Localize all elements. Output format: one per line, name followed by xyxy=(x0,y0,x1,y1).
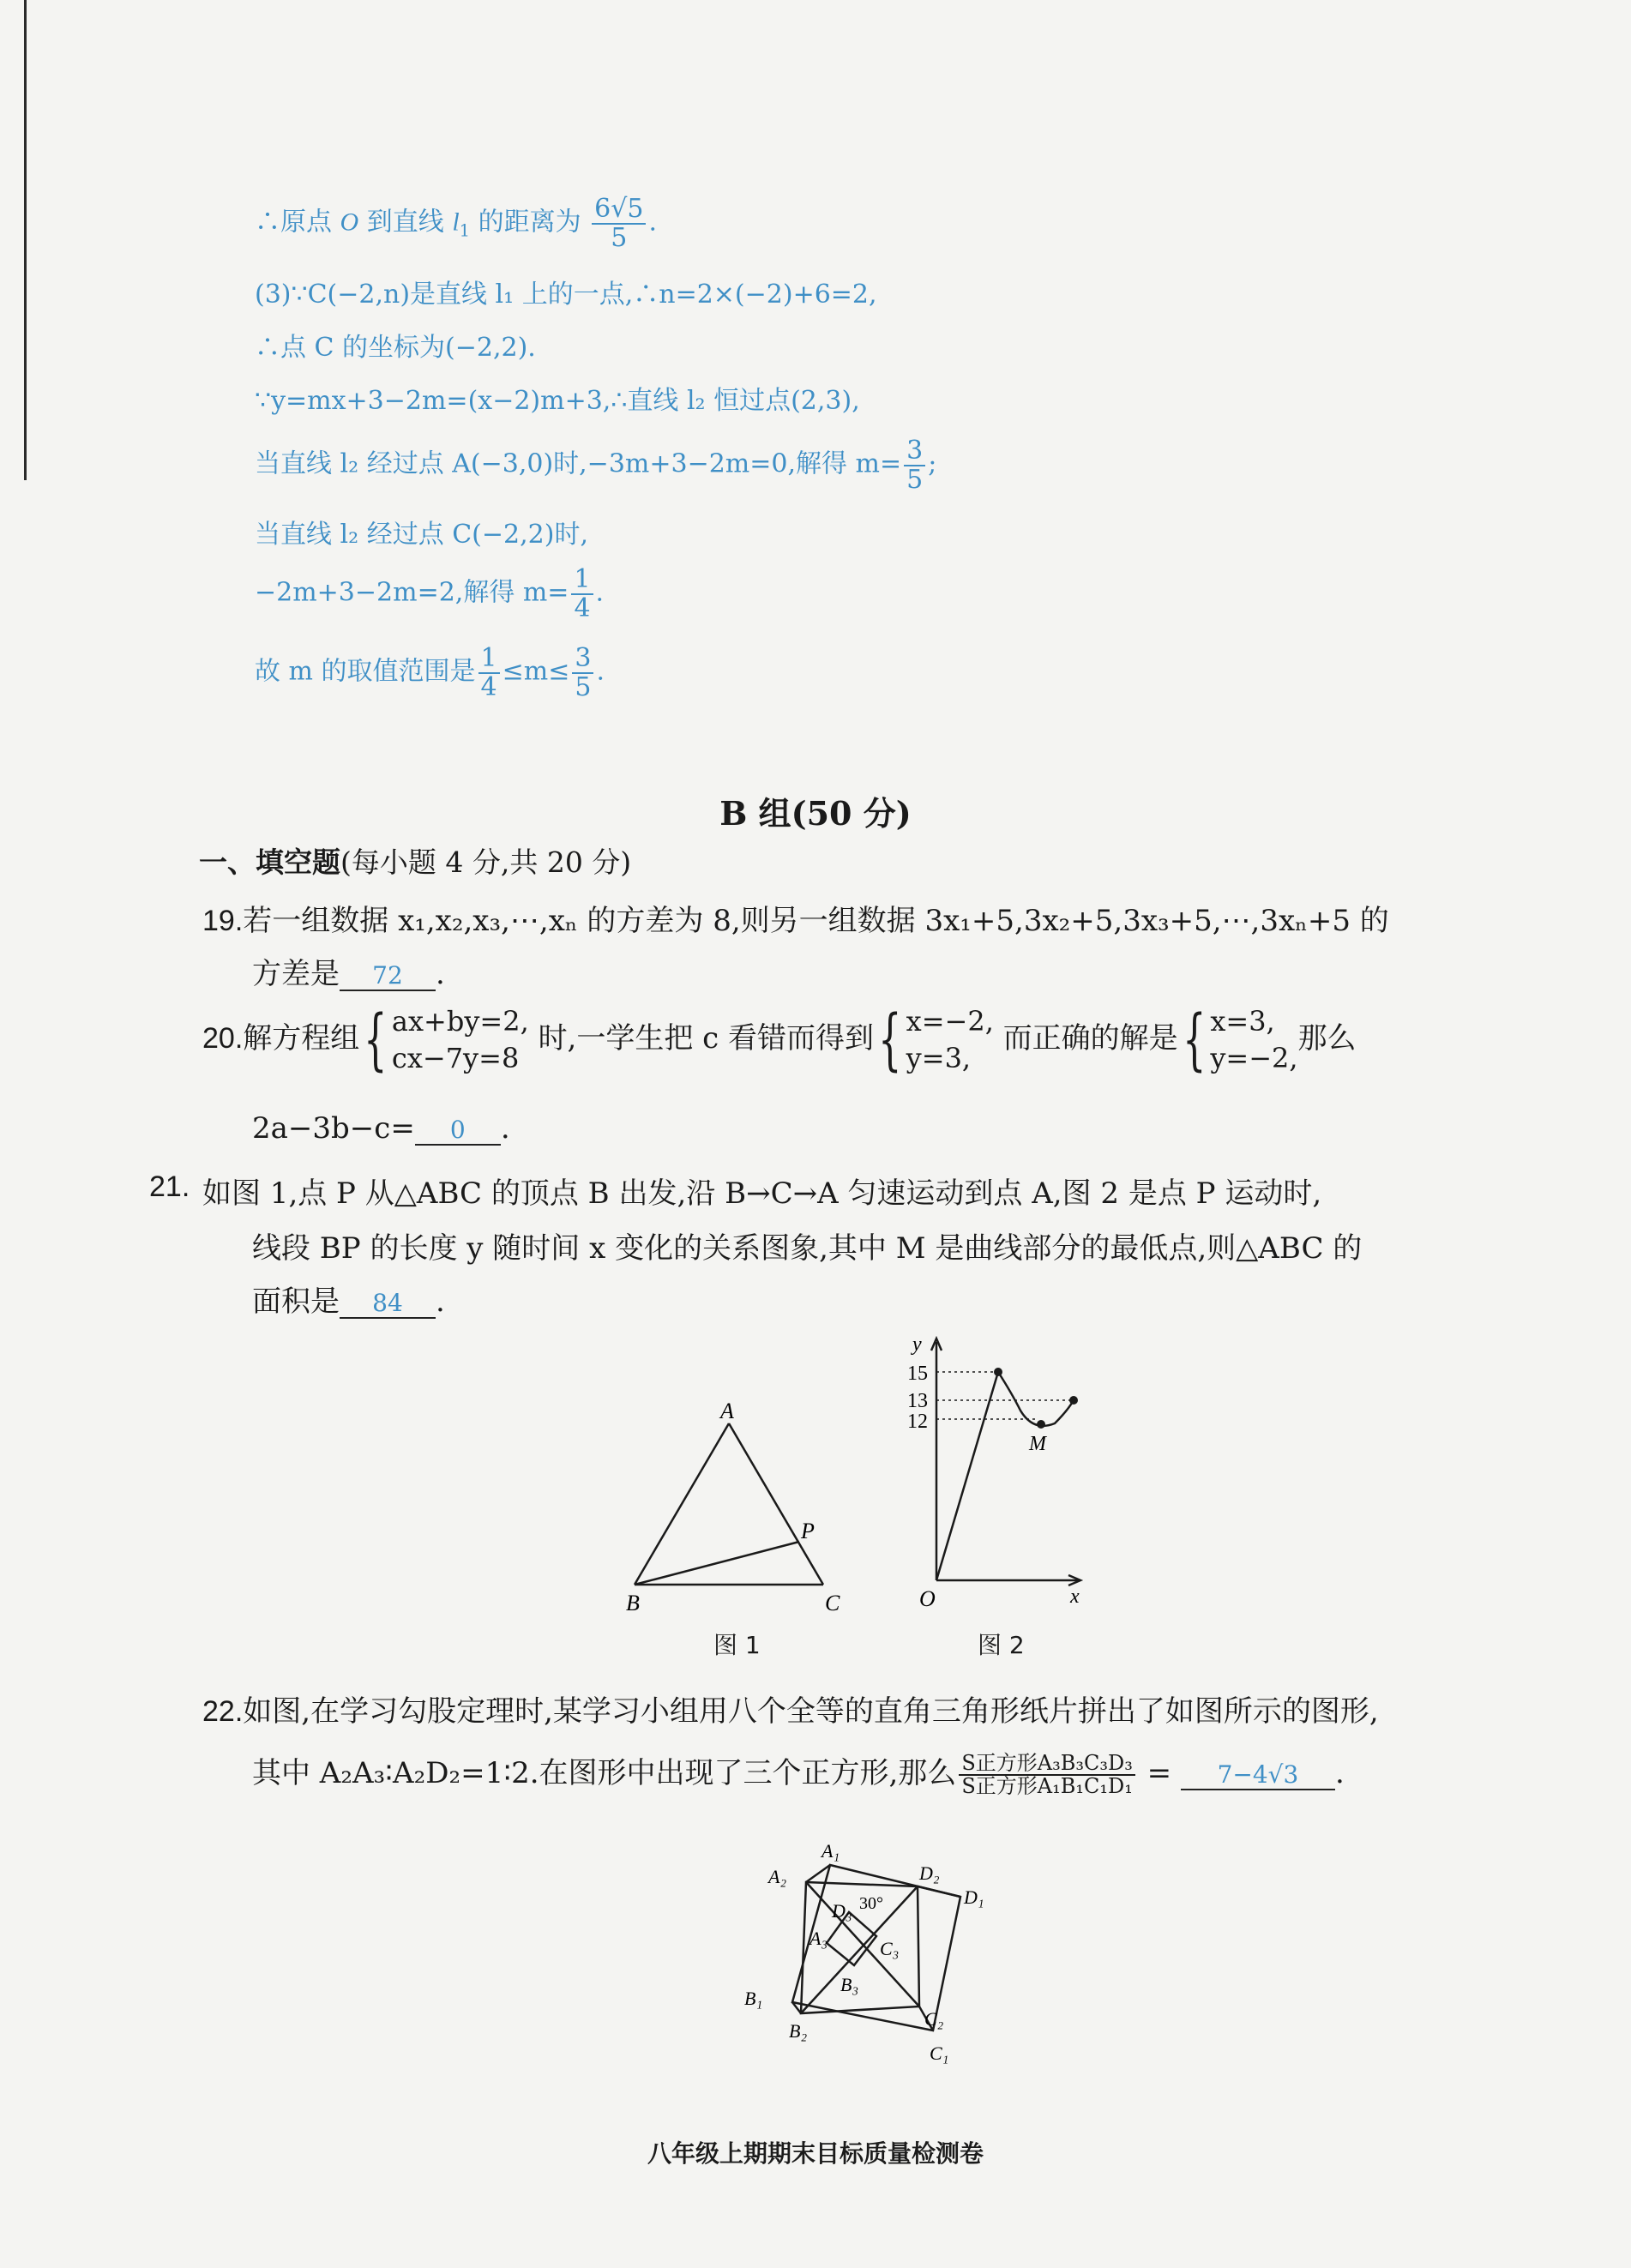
solution-line-6: 当直线 l₂ 经过点 C(−2,2)时, xyxy=(255,520,588,550)
label-angle: 30° xyxy=(859,1894,883,1913)
label-p: P xyxy=(801,1519,815,1543)
distance-fraction: $\frac{6√5}{5}$ xyxy=(592,196,646,251)
label-d1: D₁ xyxy=(964,1886,984,1908)
q19-line-2: 方差是 72 . xyxy=(252,957,445,991)
q22-line-2: 其中 A₂A₃∶A₂D₂=1∶2.在图形中出现了三个正方形,那么 $\frac{\text{S正方形A₃B₃C₃D₃}}{\text{S正方形A₁B₁C₁D₁}}$ = 7−4√3 . xyxy=(252,1750,1345,1798)
tick-12: 12 xyxy=(907,1411,928,1433)
label-y: y xyxy=(912,1333,922,1356)
q21-figure-2 xyxy=(875,1325,1123,1608)
label-a3: A₃ xyxy=(809,1928,828,1949)
solution-line-2: (3)∵C(−2,n)是直线 l₁ 上的一点,∴n=2×(−2)+6=2, xyxy=(255,280,877,310)
solution-line-7: −2m+3−2m=2,解得 m= $\frac{1}{4}$ . xyxy=(255,564,605,623)
section-title: B 组(50 分) xyxy=(719,794,912,833)
q22-figure xyxy=(720,1835,995,2109)
label-b: B xyxy=(626,1591,640,1612)
solution-line-8: 故 m 的取值范围是 $\frac{1}{4}$ ≤m≤ $\frac{3}{5}$ . xyxy=(255,643,605,702)
label-a: A xyxy=(720,1399,734,1423)
q22-answer: 7−4√3 xyxy=(1181,1760,1335,1790)
side-ba xyxy=(635,1423,729,1585)
label-c1: C₁ xyxy=(930,2042,949,2064)
point-m xyxy=(1037,1420,1045,1429)
scan-edge xyxy=(24,0,27,480)
side-ac xyxy=(729,1423,823,1585)
label-b2: B₂ xyxy=(789,2020,808,2042)
label-o: O xyxy=(919,1586,936,1608)
label-a1: A₁ xyxy=(822,1840,840,1862)
label-c2: C₂ xyxy=(924,2008,944,2030)
tick-13: 13 xyxy=(907,1390,928,1412)
edge-d1d2 xyxy=(918,1886,960,1897)
q20-answer: 0 xyxy=(415,1116,501,1146)
label-x: x xyxy=(1070,1585,1080,1608)
tick-15: 15 xyxy=(907,1363,928,1385)
q22-line-1: 22.如图,在学习勾股定理时,某学习小组用八个全等的直角三角形纸片拼出了如图所示的图形, xyxy=(202,1694,1379,1729)
q21-figure-1 xyxy=(617,1398,866,1612)
point-start xyxy=(994,1368,1002,1376)
figure-2-caption: 图 2 xyxy=(978,1631,1025,1659)
q19-line-1: 19.若一组数据 x₁,x₂,x₃,⋯,xₙ 的方差为 8,则另一组数据 3x₁+5,3x₂+5,3x₃+5,⋯,3xₙ+5 的 xyxy=(202,904,1389,938)
solution-line-4: ∵y=mx+3−2m=(x−2)m+3,∴直线 l₂ 恒过点(2,3), xyxy=(255,386,860,416)
q20-line-1: 20.解方程组{ ax+by=2, cx−7y=8 时,一学生把 c 看错而得到{ x=−2, y=3, 而正确的解是{ x=3, y=−2, 那么 xyxy=(202,1002,1357,1080)
label-a2: A₂ xyxy=(768,1866,787,1887)
solution-line-3: ∴点 C 的坐标为(−2,2). xyxy=(255,333,536,363)
label-c: C xyxy=(825,1591,840,1612)
page-footer: 八年级上期期末目标质量检测卷 xyxy=(647,2139,984,2168)
label-d3: D₃ xyxy=(832,1900,852,1922)
motion-curve xyxy=(936,1372,1074,1580)
segment-bp xyxy=(635,1542,799,1585)
solution-line-1: ∴原点 O 到直线 $l_1$ 的距离为 $\frac{6√5}{5}$ . xyxy=(255,194,658,253)
label-d2: D₂ xyxy=(919,1862,940,1884)
part-title: 一、填空题(每小题 4 分,共 20 分) xyxy=(199,845,632,879)
point-end xyxy=(1069,1396,1078,1405)
solution-line-5: 当直线 l₂ 经过点 A(−3,0)时,−3m+3−2m=0,解得 m= $\frac{3}{5}$ ; xyxy=(255,436,937,495)
figure-1-caption: 图 1 xyxy=(713,1631,761,1659)
q21-answer: 84 xyxy=(340,1289,436,1319)
label-c3: C₃ xyxy=(880,1938,900,1959)
label-b1: B₁ xyxy=(744,1988,763,2009)
q20-line-2: 2a−3b−c= 0 . xyxy=(252,1111,510,1146)
q21-line-3: 面积是 84 . xyxy=(252,1284,445,1319)
q19-answer: 72 xyxy=(340,961,436,991)
label-b3: B₃ xyxy=(840,1974,859,1995)
label-m: M xyxy=(1029,1433,1046,1455)
q21-line-2: 线段 BP 的长度 y 随时间 x 变化的关系图象,其中 M 是曲线部分的最低点,则△ABC 的 xyxy=(252,1231,1363,1266)
area-ratio-fraction: $\frac{\text{S正方形A₃B₃C₃D₃}}{\text{S正方形A₁B₁C₁D₁}}$ xyxy=(959,1753,1135,1797)
q21-line-1: 如图 1,点 P 从△ABC 的顶点 B 出发,沿 B→C→A 匀速运动到点 A,图 2 是点 P 运动时, xyxy=(202,1176,1322,1211)
